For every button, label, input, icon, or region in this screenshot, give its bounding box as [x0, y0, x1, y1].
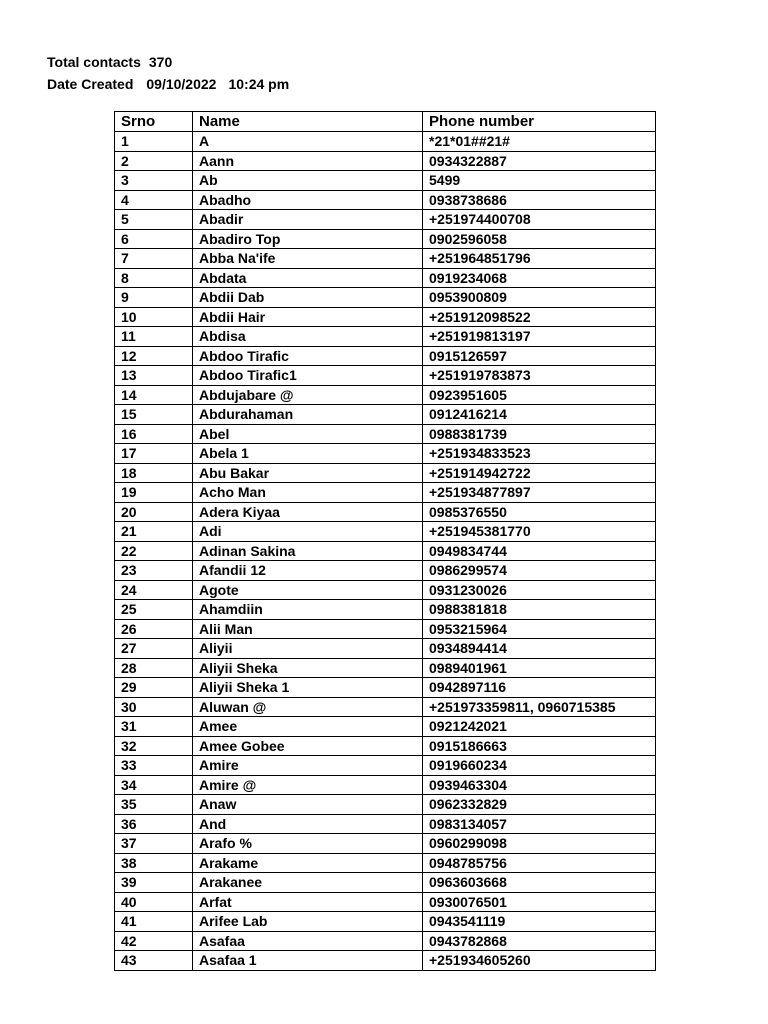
table-row — [115, 424, 656, 444]
phone-cell: 0943782868 — [423, 931, 656, 951]
srno-cell: 38 — [115, 853, 193, 873]
srno-cell: 6 — [115, 229, 193, 249]
date-created-value: 09/10/2022 — [146, 75, 217, 92]
phone-cell: 0948785756 — [423, 853, 656, 873]
phone-cell: 0919660234 — [423, 756, 656, 776]
name-cell: Abdujabare @ — [193, 385, 423, 405]
srno-cell: 5 — [115, 210, 193, 230]
phone-cell: 0988381818 — [423, 600, 656, 620]
srno-cell: 7 — [115, 249, 193, 269]
table-row — [115, 268, 656, 288]
column-header-name: Name — [193, 112, 423, 132]
date-created-row — [47, 74, 289, 96]
name-cell: Alii Man — [193, 619, 423, 639]
srno-cell: 26 — [115, 619, 193, 639]
name-cell: Aluwan @ — [193, 697, 423, 717]
column-header-phone: Phone number — [423, 112, 656, 132]
contacts-table — [114, 111, 656, 971]
name-cell: Ahamdiin — [193, 600, 423, 620]
name-cell: Abdoo Tirafic1 — [193, 366, 423, 386]
table-row — [115, 522, 656, 542]
table-header-row — [115, 112, 656, 132]
phone-cell: *21*01##21# — [423, 132, 656, 152]
srno-cell: 10 — [115, 307, 193, 327]
phone-cell: 0915126597 — [423, 346, 656, 366]
total-contacts-value: 370 — [148, 54, 173, 70]
table-row — [115, 288, 656, 308]
table-body — [115, 132, 656, 971]
table-row — [115, 190, 656, 210]
name-cell: Afandii 12 — [193, 561, 423, 581]
name-cell: Abadiro Top — [193, 229, 423, 249]
srno-cell: 14 — [115, 385, 193, 405]
srno-cell: 42 — [115, 931, 193, 951]
phone-cell: 0919234068 — [423, 268, 656, 288]
srno-cell: 4 — [115, 190, 193, 210]
phone-cell: +251912098522 — [423, 307, 656, 327]
phone-cell: 0912416214 — [423, 405, 656, 425]
time-created-value: 10:24 pm — [228, 75, 290, 92]
name-cell: Arifee Lab — [193, 912, 423, 932]
srno-cell: 35 — [115, 795, 193, 815]
srno-cell: 2 — [115, 151, 193, 171]
phone-cell: 0915186663 — [423, 736, 656, 756]
name-cell: Abela 1 — [193, 444, 423, 464]
date-created-label: Date Created — [47, 75, 134, 92]
srno-cell: 29 — [115, 678, 193, 698]
table-row — [115, 541, 656, 561]
phone-cell: +251945381770 — [423, 522, 656, 542]
table-row — [115, 795, 656, 815]
srno-cell: 3 — [115, 171, 193, 191]
srno-cell: 25 — [115, 600, 193, 620]
table-row — [115, 853, 656, 873]
phone-cell: 0986299574 — [423, 561, 656, 581]
table-row — [115, 639, 656, 659]
table-row — [115, 834, 656, 854]
name-cell: Abdisa — [193, 327, 423, 347]
name-cell: Abdoo Tirafic — [193, 346, 423, 366]
phone-cell: +251934605260 — [423, 951, 656, 971]
name-cell: Abba Na'ife — [193, 249, 423, 269]
name-cell: Abu Bakar — [193, 463, 423, 483]
name-cell: Aliyii Sheka 1 — [193, 678, 423, 698]
table-row — [115, 327, 656, 347]
name-cell: Abel — [193, 424, 423, 444]
srno-cell: 34 — [115, 775, 193, 795]
phone-cell: +251973359811, 0960715385 — [423, 697, 656, 717]
name-cell: Anaw — [193, 795, 423, 815]
phone-cell: 0988381739 — [423, 424, 656, 444]
srno-cell: 36 — [115, 814, 193, 834]
phone-cell: 0939463304 — [423, 775, 656, 795]
phone-cell: 0938738686 — [423, 190, 656, 210]
table-row — [115, 229, 656, 249]
phone-cell: +251964851796 — [423, 249, 656, 269]
phone-cell: 0930076501 — [423, 892, 656, 912]
srno-cell: 11 — [115, 327, 193, 347]
table-row — [115, 697, 656, 717]
name-cell: Arakanee — [193, 873, 423, 893]
srno-cell: 39 — [115, 873, 193, 893]
phone-cell: 0931230026 — [423, 580, 656, 600]
name-cell: Arafo % — [193, 834, 423, 854]
srno-cell: 31 — [115, 717, 193, 737]
name-cell: Amire @ — [193, 775, 423, 795]
name-cell: Abdii Hair — [193, 307, 423, 327]
srno-cell: 33 — [115, 756, 193, 776]
phone-cell: 0963603668 — [423, 873, 656, 893]
phone-cell: 0934322887 — [423, 151, 656, 171]
table-row — [115, 405, 656, 425]
name-cell: Arfat — [193, 892, 423, 912]
srno-cell: 17 — [115, 444, 193, 464]
srno-cell: 13 — [115, 366, 193, 386]
table-row — [115, 931, 656, 951]
table-row — [115, 171, 656, 191]
table-row — [115, 483, 656, 503]
phone-cell: 0983134057 — [423, 814, 656, 834]
table-row — [115, 756, 656, 776]
srno-cell: 19 — [115, 483, 193, 503]
name-cell: Adinan Sakina — [193, 541, 423, 561]
table-row — [115, 873, 656, 893]
table-row — [115, 775, 656, 795]
srno-cell: 15 — [115, 405, 193, 425]
name-cell: Aann — [193, 151, 423, 171]
table-row — [115, 717, 656, 737]
srno-cell: 32 — [115, 736, 193, 756]
srno-cell: 20 — [115, 502, 193, 522]
srno-cell: 21 — [115, 522, 193, 542]
name-cell: Amee — [193, 717, 423, 737]
table-row — [115, 307, 656, 327]
name-cell: And — [193, 814, 423, 834]
table-row — [115, 210, 656, 230]
column-header-srno: Srno — [115, 112, 193, 132]
phone-cell: +251934833523 — [423, 444, 656, 464]
phone-cell: 0942897116 — [423, 678, 656, 698]
phone-cell: +251914942722 — [423, 463, 656, 483]
phone-cell: +251974400708 — [423, 210, 656, 230]
phone-cell: 0934894414 — [423, 639, 656, 659]
name-cell: Amire — [193, 756, 423, 776]
name-cell: Arakame — [193, 853, 423, 873]
phone-cell: +251934877897 — [423, 483, 656, 503]
srno-cell: 22 — [115, 541, 193, 561]
srno-cell: 18 — [115, 463, 193, 483]
phone-cell: 0989401961 — [423, 658, 656, 678]
table-row — [115, 463, 656, 483]
phone-cell: 0943541119 — [423, 912, 656, 932]
table-row — [115, 346, 656, 366]
srno-cell: 28 — [115, 658, 193, 678]
phone-cell: 0921242021 — [423, 717, 656, 737]
name-cell: Acho Man — [193, 483, 423, 503]
table-row — [115, 658, 656, 678]
phone-cell: 0962332829 — [423, 795, 656, 815]
srno-cell: 43 — [115, 951, 193, 971]
srno-cell: 1 — [115, 132, 193, 152]
table-row — [115, 561, 656, 581]
name-cell: Amee Gobee — [193, 736, 423, 756]
phone-cell: 0985376550 — [423, 502, 656, 522]
name-cell: Ab — [193, 171, 423, 191]
srno-cell: 23 — [115, 561, 193, 581]
table-row — [115, 736, 656, 756]
phone-cell: 0953215964 — [423, 619, 656, 639]
table-row — [115, 385, 656, 405]
srno-cell: 30 — [115, 697, 193, 717]
phone-cell: 0960299098 — [423, 834, 656, 854]
srno-cell: 24 — [115, 580, 193, 600]
name-cell: Agote — [193, 580, 423, 600]
phone-cell: 0923951605 — [423, 385, 656, 405]
table-row — [115, 619, 656, 639]
name-cell: Abadho — [193, 190, 423, 210]
name-cell: Adi — [193, 522, 423, 542]
total-contacts-label: Total contacts — [47, 54, 141, 70]
phone-cell: 0902596058 — [423, 229, 656, 249]
table-row — [115, 892, 656, 912]
name-cell: Abdata — [193, 268, 423, 288]
name-cell: Aliyii — [193, 639, 423, 659]
name-cell: Abdii Dab — [193, 288, 423, 308]
name-cell: Aliyii Sheka — [193, 658, 423, 678]
phone-cell: +251919813197 — [423, 327, 656, 347]
table-row — [115, 502, 656, 522]
phone-cell: 0949834744 — [423, 541, 656, 561]
phone-cell: 0953900809 — [423, 288, 656, 308]
srno-cell: 27 — [115, 639, 193, 659]
table-row — [115, 580, 656, 600]
name-cell: Adera Kiyaa — [193, 502, 423, 522]
table-row — [115, 151, 656, 171]
name-cell: Abadir — [193, 210, 423, 230]
srno-cell: 8 — [115, 268, 193, 288]
name-cell: Asafaa — [193, 931, 423, 951]
total-contacts-row — [47, 52, 289, 74]
srno-cell: 40 — [115, 892, 193, 912]
table-row — [115, 132, 656, 152]
srno-cell: 16 — [115, 424, 193, 444]
table-row — [115, 444, 656, 464]
srno-cell: 12 — [115, 346, 193, 366]
table-row — [115, 678, 656, 698]
srno-cell: 37 — [115, 834, 193, 854]
table-row — [115, 912, 656, 932]
table-row — [115, 249, 656, 269]
document-header — [47, 52, 289, 95]
srno-cell: 9 — [115, 288, 193, 308]
name-cell: A — [193, 132, 423, 152]
table-row — [115, 814, 656, 834]
srno-cell: 41 — [115, 912, 193, 932]
name-cell: Abdurahaman — [193, 405, 423, 425]
table-row — [115, 366, 656, 386]
table-row — [115, 600, 656, 620]
table-row — [115, 951, 656, 971]
name-cell: Asafaa 1 — [193, 951, 423, 971]
phone-cell: +251919783873 — [423, 366, 656, 386]
phone-cell: 5499 — [423, 171, 656, 191]
